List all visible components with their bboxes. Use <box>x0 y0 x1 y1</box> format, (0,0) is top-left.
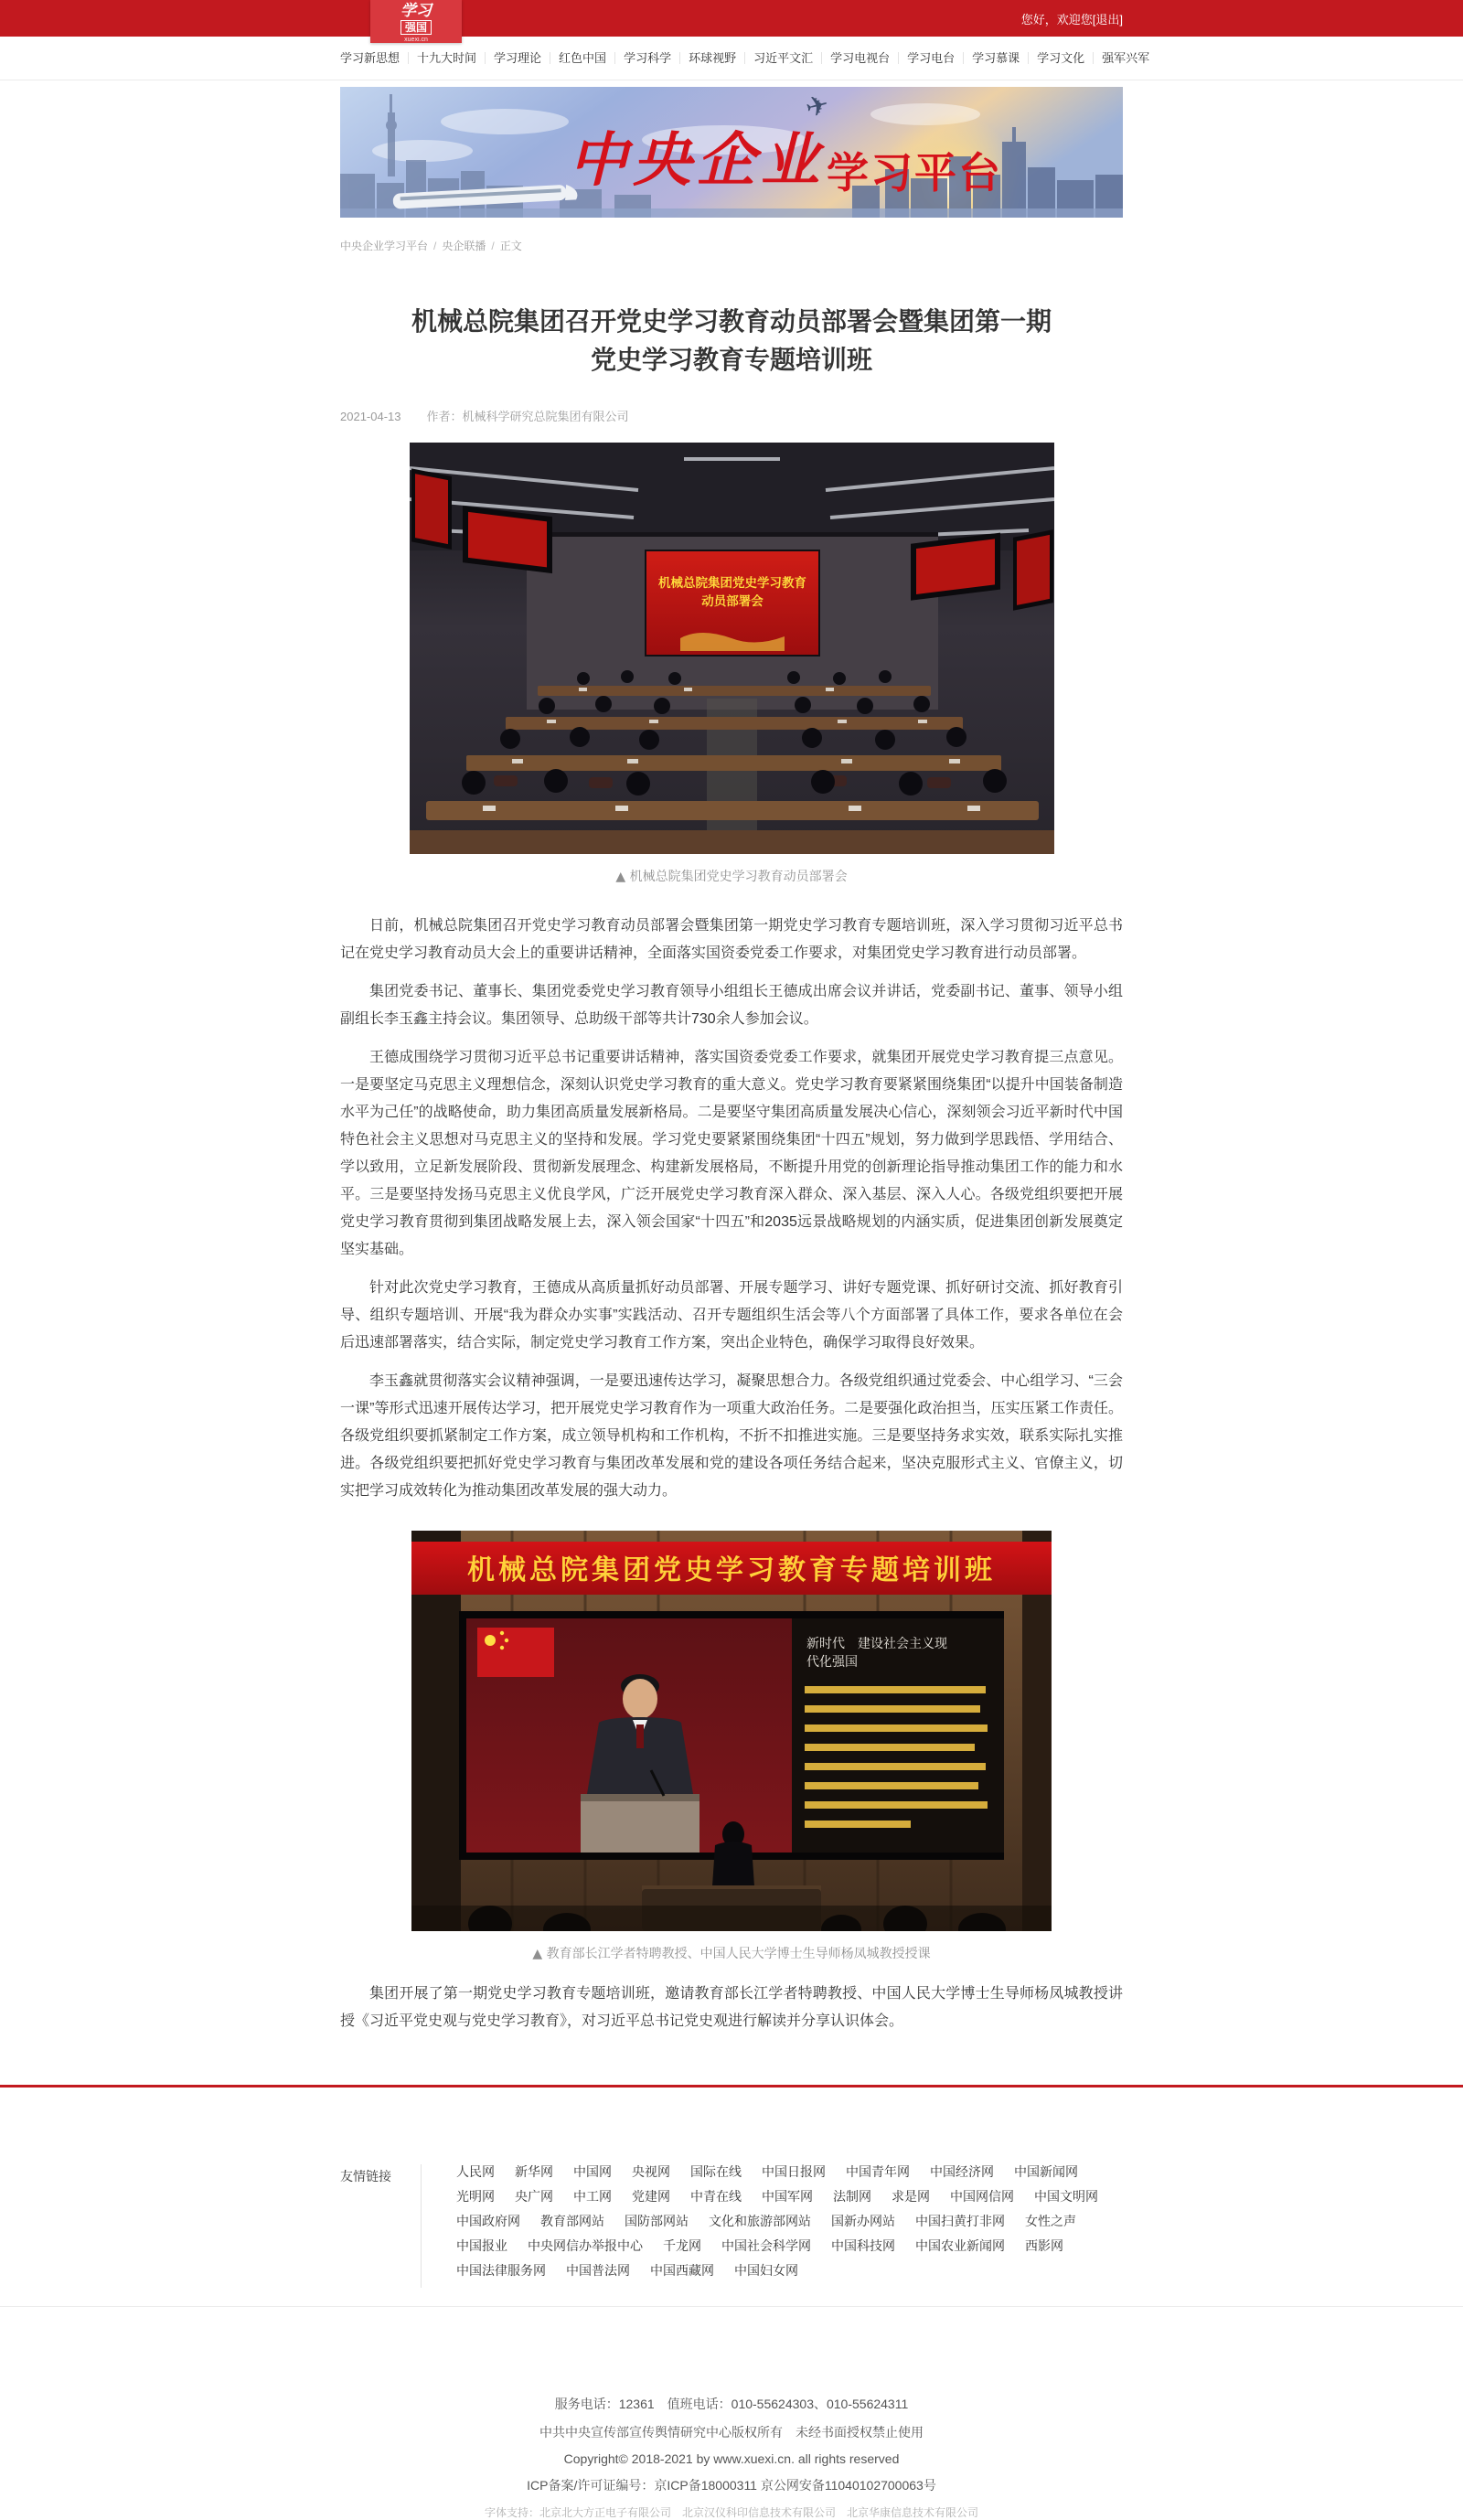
article-paragraph: 针对此次党史学习教育，王德成从高质量抓好动员部署、开展专题学习、讲好专题党课、抓好研讨交流、抓好教育引导、组织专题培训、开展“我为群众办实事”实践活动、召开专题组织生活会等八个方面部署了具体工作，要求各单位在会后迅速部署落实，结合实际，制定党史学习教育工作方案，突出企业特色，确保学习取得良好效果。 <box>340 1280 1123 1351</box>
friend-link[interactable]: 新华网 <box>515 2164 553 2179</box>
image-caption-2: ▲ 教育部长江学者特聘教授、中国人民大学博士生导师杨凤城教授授课 <box>532 1947 931 1961</box>
friend-link[interactable]: 人民网 <box>456 2164 495 2179</box>
article-paragraph: 李玉鑫就贯彻落实会议精神强调，一是要迅速传达学习，凝聚思想合力。各级党组织通过党委会、中心组学习、“三会一课”等形式迅速开展传达学习，把开展党史学习教育作为一项重大政治任务。二是要强化政治担当，压实压紧工作责任。各级党组织要抓紧制定工作方案，成立领导机构和工作机构，不折不扣推进实施。三是要坚持务求实效，联系实际扎实推进。各级党组织要把抓好党史学习教育与集团改革发展和党的建设各项任务结合起来，坚决克服形式主义、官僚主义，切实把学习成效转化为推动集团改革发展的强大动力。 <box>340 1373 1123 1499</box>
slide-heading-line1: 新时代 建设社会主义现 <box>806 1636 947 1650</box>
welcome-text: 您好，欢迎您 <box>1020 12 1093 27</box>
welcome-area <box>1021 0 1123 37</box>
nav-item[interactable]: 学习新思想 <box>340 52 409 64</box>
article-paragraph: 集团党委书记、董事长、集团党委党史学习教育领导小组组长王德成出席会议并讲话，党委副书记、董事、领导小组副组长李玉鑫主持会议。集团领导、总助级干部等共计730余人参加会议。 <box>340 984 1123 1027</box>
nav-item[interactable]: 学习电视台 <box>822 52 899 64</box>
breadcrumb <box>340 238 1123 253</box>
friend-link[interactable]: 西影网 <box>1025 2238 1063 2253</box>
friend-link[interactable]: 中国农业新闻网 <box>915 2238 1005 2253</box>
slide-heading-line2: 代化强国 <box>806 1654 858 1669</box>
training-photo <box>411 1531 1052 1931</box>
friend-link[interactable]: 中国网信网 <box>950 2189 1014 2204</box>
friend-link[interactable]: 国新办网站 <box>831 2214 895 2228</box>
friend-link[interactable]: 中国日报网 <box>762 2164 826 2179</box>
conference-photo <box>410 443 1054 854</box>
nav-item[interactable]: 学习慕课 <box>964 52 1029 64</box>
friend-link[interactable]: 文化和旅游部网站 <box>709 2214 811 2228</box>
nav-item[interactable]: 学习科学 <box>615 52 680 64</box>
friend-link[interactable]: 中国军网 <box>762 2189 813 2204</box>
author-name: 机械科学研究总院集团有限公司 <box>462 410 629 423</box>
screen-flag <box>477 1628 554 1677</box>
friend-link[interactable]: 中国西藏网 <box>650 2263 714 2278</box>
service-phone-line: 服务电话：12361 值班电话：010-55624303、010-55624311 <box>554 2397 909 2411</box>
breadcrumb-separator: / <box>491 240 495 252</box>
nav-item[interactable]: 红色中国 <box>550 52 615 64</box>
friend-link[interactable]: 光明网 <box>456 2189 495 2204</box>
friend-link[interactable]: 中国文明网 <box>1034 2189 1098 2204</box>
friend-links-grid <box>421 2164 1123 2288</box>
article-meta <box>340 407 1123 424</box>
breadcrumb-current: 正文 <box>499 240 522 252</box>
article-body <box>340 913 1123 1505</box>
nav-item[interactable]: 强军兴军 <box>1102 51 1150 65</box>
friend-link[interactable]: 中国科技网 <box>831 2238 895 2253</box>
logout-link[interactable]: [退出] <box>1092 12 1123 27</box>
nav-item[interactable]: 环球视野 <box>680 52 745 64</box>
friend-link[interactable]: 央视网 <box>632 2164 670 2179</box>
xuexi-logo[interactable] <box>370 0 462 43</box>
article-paragraph: 王德成围绕学习贯彻习近平总书记重要讲话精神，落实国资委党委工作要求，就集团开展党史学习教育提三点意见。一是要坚定马克思主义理想信念，深刻认识党史学习教育的重大意义。党史学习教育要紧紧围绕集团“以提升中国装备制造水平为己任”的战略使命，助力集团高质量发展新格局。二是要坚守集团高质量发展决心信心，深刻领会习近平新时代中国特色社会主义思想对马克思主义的坚持和发展。学习党史要紧紧围绕集团“十四五”规划，努力做到学思践悟、学用结合、学以致用，立足新发展阶段、贯彻新发展理念、构建新发展格局，不断提升用党的创新理论指导推动集团工作的能力和水平。三是要坚持发扬马克思主义优良学风，广泛开展党史学习教育深入群众、深入基层、深入人心。各级党组织要把开展党史学习教育贯彻到集团战略发展上去，深入领会国家“十四五”和2035远景战略规划的内涵实质，促进集团创新发展奠定坚实基础。 <box>340 1050 1123 1257</box>
banner-art <box>340 87 1123 218</box>
font-support-line: 字体支持：北京北大方正电子有限公司 北京汉仪科印信息技术有限公司 北京华康信息技术有限公司 <box>484 2506 978 2519</box>
friend-link[interactable]: 中国法律服务网 <box>456 2263 546 2278</box>
logo-script-text: 学习 <box>400 2 432 20</box>
screen-title-line1: 机械总院集团党史学习教育 <box>657 576 806 590</box>
water-strip <box>340 208 1123 218</box>
copyright-en-line: Copyright© 2018-2021 by www.xuexi.cn. all rights reserved <box>563 2451 900 2466</box>
friend-link[interactable]: 女性之声 <box>1025 2214 1076 2228</box>
red-divider <box>0 2085 1463 2088</box>
friend-link[interactable]: 法制网 <box>833 2189 871 2204</box>
friend-link[interactable]: 中国网 <box>573 2164 612 2179</box>
nav-item[interactable]: 学习文化 <box>1029 52 1094 64</box>
nav-item[interactable]: 学习理论 <box>486 52 550 64</box>
top-bar <box>0 0 1463 43</box>
friend-link[interactable]: 中国普法网 <box>566 2263 630 2278</box>
friend-link[interactable]: 中国报业 <box>456 2238 507 2253</box>
friend-link[interactable]: 求是网 <box>892 2189 930 2204</box>
friend-link[interactable]: 中国扫黄打非网 <box>915 2214 1005 2228</box>
breadcrumb-link-platform[interactable]: 中央企业学习平台 <box>340 240 429 252</box>
friend-link[interactable]: 国防部网站 <box>625 2214 689 2228</box>
footer-divider <box>0 2306 1463 2307</box>
banner-title-part1: 中央企业 <box>569 126 825 195</box>
nav-item[interactable]: 习近平文汇 <box>745 52 822 64</box>
friend-link[interactable]: 千龙网 <box>663 2238 701 2253</box>
screen-title-line2: 动员部署会 <box>700 594 764 608</box>
friend-link[interactable]: 中青在线 <box>690 2189 742 2204</box>
friend-link[interactable]: 中央网信办举报中心 <box>528 2238 643 2253</box>
friend-link[interactable]: 央广网 <box>515 2189 553 2204</box>
breadcrumb-link-channel[interactable]: 央企联播 <box>442 240 486 252</box>
closing-paragraph: 集团开展了第一期党史学习教育专题培训班，邀请教育部长江学者特聘教授、中国人民大学博士生导师杨凤城教授讲授《习近平党史观与党史学习教育》，对习近平总书记党史观进行解读并分享认识体会。 <box>340 1986 1123 2029</box>
friend-links-section <box>340 2164 1123 2288</box>
footer-info <box>0 2395 1463 2520</box>
author-label: 作者： <box>426 410 463 423</box>
friend-link[interactable]: 中国妇女网 <box>734 2263 798 2278</box>
banner-title-part2: 学习平台 <box>827 149 1002 197</box>
friend-link[interactable]: 中国社会科学网 <box>721 2238 811 2253</box>
publish-date: 2021-04-13 <box>340 410 401 423</box>
main-nav <box>0 37 1463 80</box>
friend-link[interactable]: 中国青年网 <box>846 2164 910 2179</box>
friend-link[interactable]: 国际在线 <box>690 2164 742 2179</box>
platform-banner-image[interactable] <box>340 87 1123 218</box>
article-paragraph: 日前，机械总院集团召开党史学习教育动员部署会暨集团第一期党史学习教育专题培训班，深入学习贯彻习近平总书记在党史学习教育动员大会上的重要讲话精神，全面落实国资委党委工作要求，对集团党史学习教育进行动员部署。 <box>340 918 1123 961</box>
page-title: 机械总院集团召开党史学习教育动员部署会暨集团第一期党史学习教育专题培训班 <box>411 307 1052 374</box>
image-caption-1: ▲ 机械总院集团党史学习教育动员部署会 <box>615 870 848 884</box>
nav-item[interactable]: 十九大时间 <box>409 52 486 64</box>
nav-item[interactable]: 学习电台 <box>899 52 964 64</box>
friend-link[interactable]: 党建网 <box>632 2189 670 2204</box>
plane-icon: ✈ <box>802 89 833 124</box>
friend-link[interactable]: 中工网 <box>573 2189 612 2204</box>
logo-block-text: 强国 <box>400 20 432 35</box>
friend-link[interactable]: 中国经济网 <box>930 2164 994 2179</box>
friend-links-label: 友情链接 <box>340 2169 391 2184</box>
friend-link[interactable]: 中国政府网 <box>456 2214 520 2228</box>
breadcrumb-separator: / <box>433 240 437 252</box>
training-banner-text: 机械总院集团党史学习教育专题培训班 <box>467 1555 996 1586</box>
icp-line: ICP备案/许可证编号：京ICP备18000311 京公网安备11040102700063号 <box>527 2478 936 2493</box>
friend-link[interactable]: 教育部网站 <box>540 2214 604 2228</box>
logo-domain-text: xuexi.cn <box>404 37 428 43</box>
friend-link[interactable]: 中国新闻网 <box>1014 2164 1078 2179</box>
copyright-cn-line: 中共中央宣传部宣传舆情研究中心版权所有 未经书面授权禁止使用 <box>539 2425 924 2440</box>
